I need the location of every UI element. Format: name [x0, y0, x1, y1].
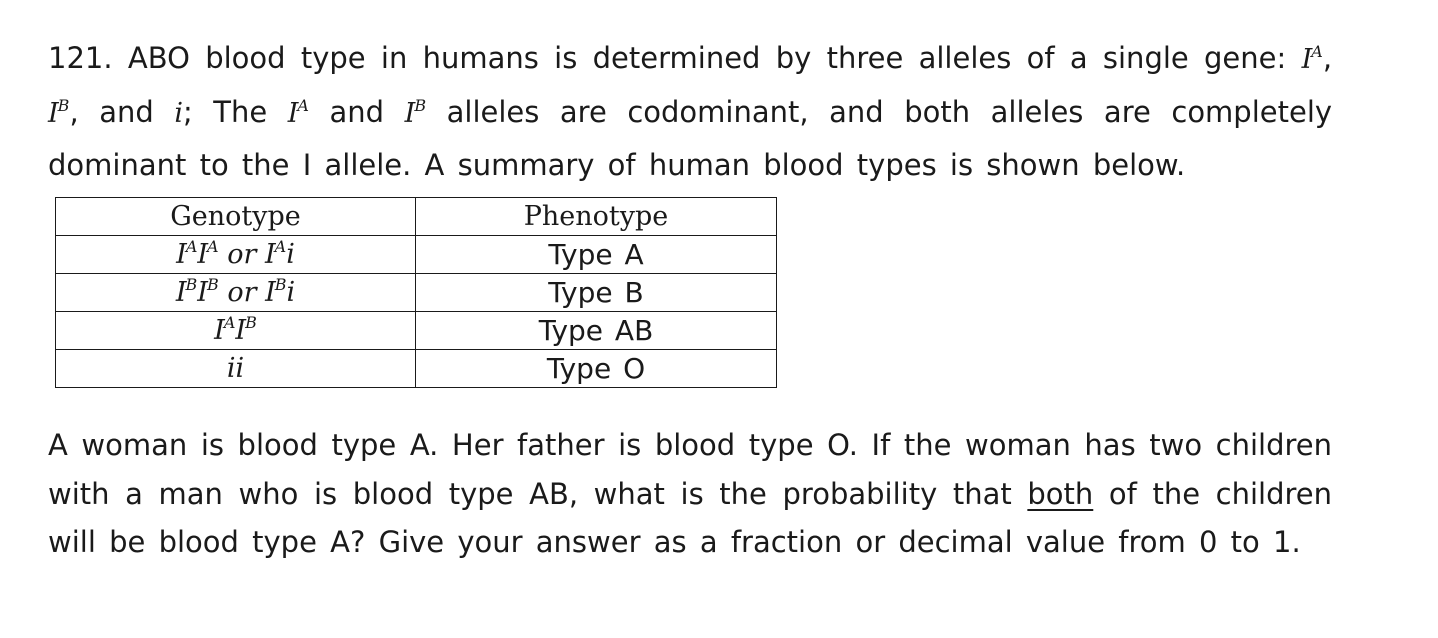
table-row — [56, 236, 777, 274]
intro-text-c: The — [213, 94, 268, 129]
header-phenotype: Phenotype — [416, 198, 777, 236]
prompt-text-1: A woman is blood type A. Her father is blood type O. If the woman has two children with a man who is blood type AB, what is the probability that — [48, 428, 1332, 511]
genotype-cell: $I^AI^B$ — [56, 312, 416, 350]
genotype-cell: ii — [56, 350, 416, 388]
phenotype-cell: Type AB — [416, 312, 777, 350]
phenotype-cell: Type O — [416, 350, 777, 388]
prompt-emphasis: both — [1027, 476, 1094, 511]
question-intro: 121. ABO blood type in humans is determined by three alleles of a single gene: $I^A$, $I^B$, and i; The $I^A$ and $I^B$ alleles are codominant, and both alleles are completely dominant to the I allele. A summary of human blood types is shown below. — [48, 41, 1333, 182]
genotype-cell: $I^BI^B$ or $I^Bi$ — [56, 274, 416, 312]
table-row — [56, 350, 777, 388]
intro-text-d: and — [329, 94, 385, 129]
table-row — [56, 312, 777, 350]
prompt-text-2: of the children will be blood type A? Give your answer as a fraction or decimal value from 0 to 1. — [48, 476, 1333, 559]
question-prompt — [48, 421, 1332, 567]
table-header-row — [56, 198, 777, 236]
allele-i: i — [174, 97, 183, 129]
blood-type-table — [55, 197, 777, 388]
intro-text-e: alleles are codominant, and both alleles are completely dominant to the I allele. A summary of human blood types is shown below. — [48, 94, 1333, 182]
allele-ib-2: $I^B$ — [404, 95, 427, 129]
genotype-cell: $I^AI^A$ or $I^Ai$ — [56, 236, 416, 274]
phenotype-cell: Type A — [416, 236, 777, 274]
intro-text-b: and — [99, 94, 154, 129]
question-number: 121. — [48, 41, 113, 75]
allele-ib: $I^B$ — [48, 95, 70, 129]
table-row — [56, 274, 777, 312]
intro-text-a: ABO blood type in humans is determined by three alleles of a single gene: — [127, 41, 1287, 75]
allele-ia-2: $I^A$ — [287, 95, 309, 129]
phenotype-cell: Type B — [416, 274, 777, 312]
allele-ia: $I^A$ — [1301, 42, 1323, 75]
header-genotype: Genotype — [56, 198, 416, 236]
